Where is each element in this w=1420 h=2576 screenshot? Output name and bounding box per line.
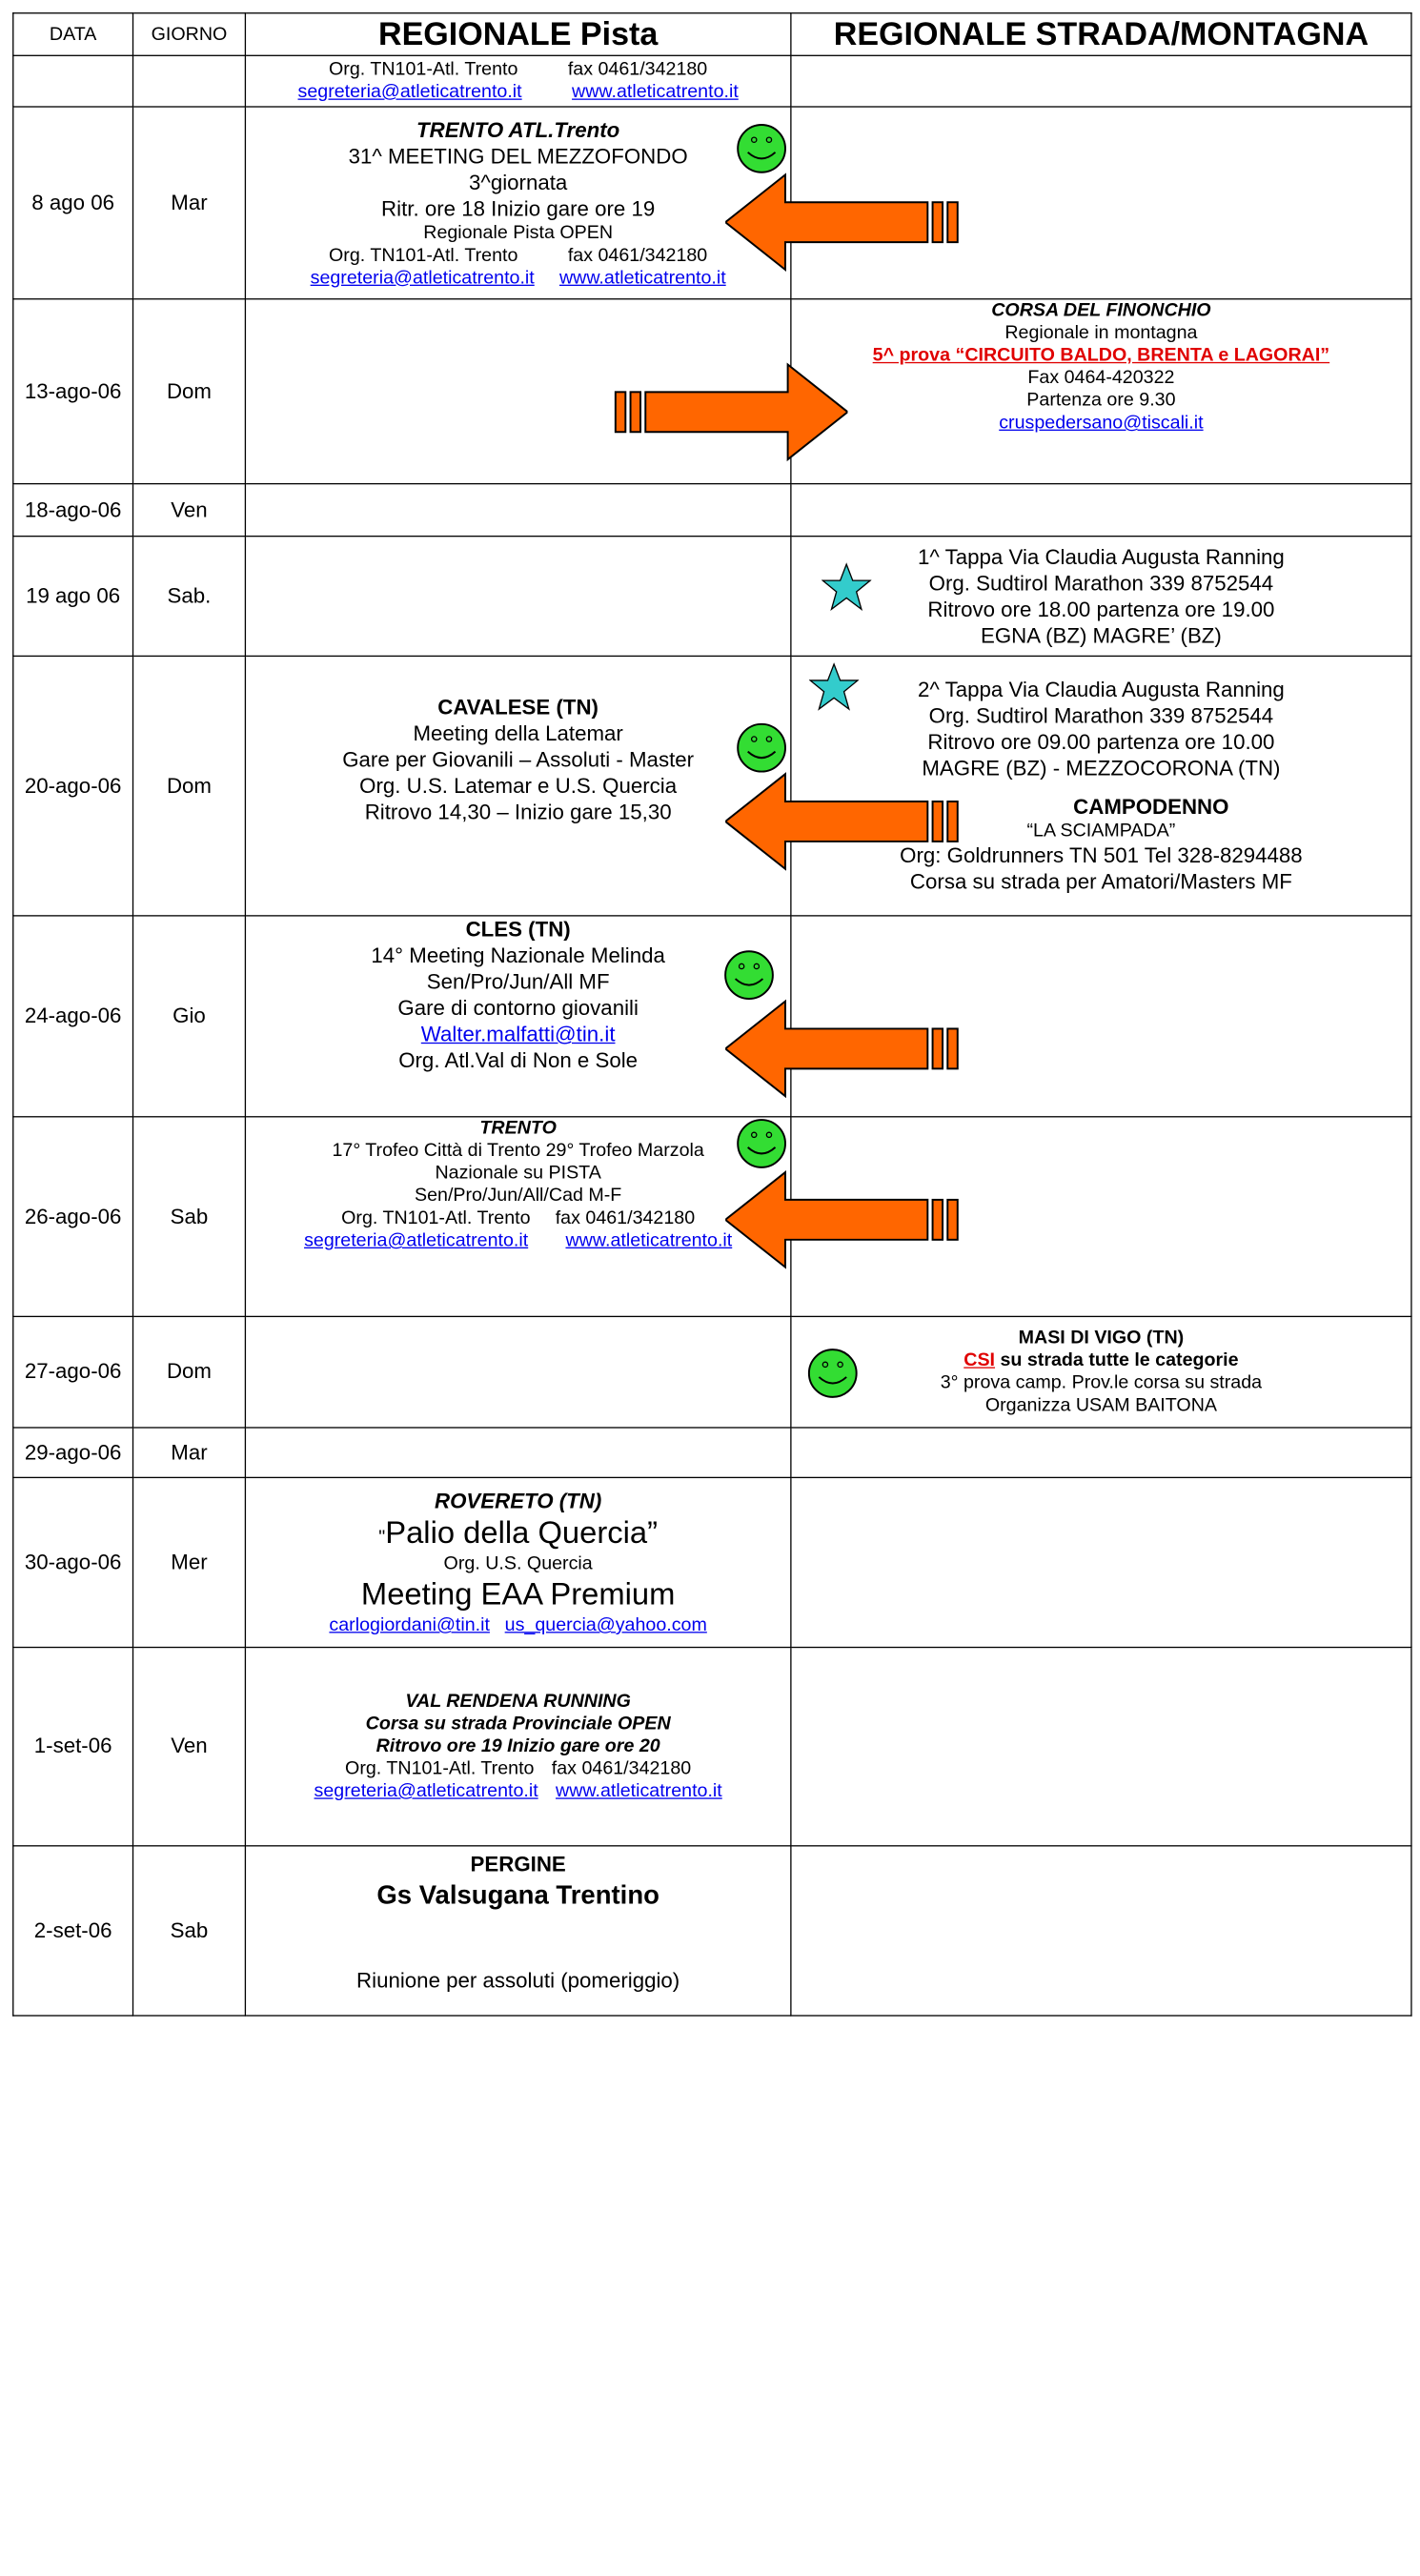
event-title: 31^ MEETING DEL MEZZOFONDO <box>348 144 688 169</box>
org-line <box>246 59 790 82</box>
pista-cell <box>245 1316 790 1428</box>
event-title-text: Palio della Quercia” <box>385 1515 659 1552</box>
event-line: Ritr. ore 18 Inizio gare ore 19 <box>381 196 656 221</box>
event-place: TRENTO ATL.Trento <box>416 117 620 142</box>
web-link[interactable]: www.atleticatrento.it <box>565 1229 733 1251</box>
day-cell: Ven <box>133 1648 246 1846</box>
table-row <box>13 484 1411 537</box>
date-cell: 8 ago 06 <box>13 107 133 299</box>
event-place: CAVALESE (TN) <box>437 695 598 720</box>
org-line <box>246 1757 790 1780</box>
event-line: 14° Meeting Nazionale Melinda <box>371 943 665 968</box>
web-link[interactable]: www.atleticatrento.it <box>558 266 726 288</box>
event-line: Ritrovo ore 19 Inizio gare ore 20 <box>375 1734 660 1757</box>
day-cell: Sab <box>133 1846 246 2016</box>
arrow-right-icon <box>611 362 848 462</box>
strada-cell <box>791 537 1411 657</box>
event-line: “LA SCIAMPADA” <box>1026 820 1176 842</box>
strada-cell <box>791 1846 1411 2016</box>
event-line: 3° prova camp. Prov.le corsa su strada <box>940 1371 1263 1393</box>
event-line: Riunione per assoluti (pomeriggio) <box>356 1968 680 1993</box>
event-line: Org: Goldrunners TN 501 Tel 328-8294488 <box>900 843 1303 868</box>
strada-cell <box>791 1316 1411 1428</box>
pista-cell <box>245 1477 790 1647</box>
email-link[interactable]: Walter.malfatti@tin.it <box>420 1022 616 1046</box>
pista-cell <box>245 1846 790 2016</box>
day-cell: Mer <box>133 1477 246 1647</box>
web-link[interactable]: www.atleticatrento.it <box>572 81 739 103</box>
pista-cell <box>245 1428 790 1477</box>
fax-text: fax 0461/342180 <box>551 1757 692 1779</box>
event-line: Ritrovo ore 09.00 partenza ore 10.00 <box>927 730 1275 755</box>
org-text: Org. TN101-Atl. Trento <box>329 244 518 266</box>
day-cell: Sab. <box>133 537 246 657</box>
event-line: Org. Atl.Val di Non e Sole <box>398 1048 639 1073</box>
event-title: Meeting EAA Premium <box>360 1576 676 1613</box>
event-line: Sen/Pro/Jun/All MF <box>426 969 610 994</box>
event-line: Gare per Giovanili – Assoluti - Master <box>342 747 695 772</box>
header-pista: REGIONALE Pista <box>245 13 790 56</box>
strada-cell <box>791 1648 1411 1846</box>
smiley-icon <box>736 1117 788 1169</box>
fax-text: fax 0461/342180 <box>555 1207 696 1229</box>
strada-cell <box>791 299 1411 484</box>
event-title: VAL RENDENA RUNNING <box>405 1690 631 1713</box>
day-cell: Mar <box>133 1428 246 1477</box>
table-row <box>13 916 1411 1117</box>
pista-cell <box>245 55 790 107</box>
email-link[interactable]: carlogiordani@tin.it <box>329 1613 490 1636</box>
org-text: Org. TN101-Atl. Trento <box>341 1207 531 1229</box>
day-cell: Dom <box>133 1316 246 1428</box>
table-row <box>13 537 1411 657</box>
event-title: Gs Valsugana Trentino <box>376 1881 659 1911</box>
event-line: Corsa su strada per Amatori/Masters MF <box>909 870 1292 894</box>
event-line <box>792 1349 1411 1372</box>
org-text: Org. TN101-Atl. Trento <box>329 58 518 80</box>
table-row <box>13 1428 1411 1477</box>
date-cell <box>13 55 133 107</box>
table-row <box>13 299 1411 484</box>
date-cell: 26-ago-06 <box>13 1117 133 1317</box>
table-row <box>13 1477 1411 1647</box>
strada-cell <box>791 55 1411 107</box>
table-row <box>13 1316 1411 1428</box>
event-line: EGNA (BZ) MAGRE’ (BZ) <box>981 623 1222 648</box>
date-cell: 27-ago-06 <box>13 1316 133 1428</box>
date-cell: 2-set-06 <box>13 1846 133 2016</box>
table-row <box>13 107 1411 299</box>
pista-cell <box>245 1648 790 1846</box>
pista-cell <box>245 916 790 1117</box>
event-place: CAMPODENNO <box>1073 795 1229 820</box>
header-date: DATA <box>13 13 133 56</box>
event-line: Organizza USAM BAITONA <box>984 1394 1218 1416</box>
event-place: PERGINE <box>470 1853 566 1876</box>
csi-label: CSI <box>964 1349 996 1371</box>
email-link[interactable]: segreteria@atleticatrento.it <box>297 81 522 103</box>
calendar-table <box>12 12 1412 2017</box>
date-cell: 19 ago 06 <box>13 537 133 657</box>
pista-cell <box>245 537 790 657</box>
pista-cell <box>245 299 790 484</box>
web-link[interactable]: www.atleticatrento.it <box>556 1780 722 1802</box>
event-line: Org. Sudtirol Marathon 339 8752544 <box>928 703 1274 728</box>
event-line: Partenza ore 9.30 <box>1026 389 1176 411</box>
date-cell: 20-ago-06 <box>13 656 133 915</box>
event-line: 1^ Tappa Via Claudia Augusta Ranning <box>918 544 1285 569</box>
event-line: 17° Trofeo Città di Trento 29° Trofeo Marzola <box>332 1140 704 1162</box>
event-line: Org. Sudtirol Marathon 339 8752544 <box>928 571 1274 596</box>
event-line: MAGRE (BZ) - MEZZOCORONA (TN) <box>922 756 1281 781</box>
org-line <box>246 1207 790 1230</box>
email-link[interactable]: segreteria@atleticatrento.it <box>314 1780 538 1802</box>
date-cell: 13-ago-06 <box>13 299 133 484</box>
arrow-left-icon <box>725 172 963 273</box>
pista-cell <box>245 107 790 299</box>
strada-cell <box>791 1428 1411 1477</box>
pista-cell <box>245 484 790 537</box>
event-place: ROVERETO (TN) <box>435 1489 602 1513</box>
smiley-icon <box>736 721 788 774</box>
org-text: Org. TN101-Atl. Trento <box>345 1757 535 1779</box>
fax-text: fax 0461/342180 <box>567 58 708 80</box>
pista-cell <box>245 656 790 915</box>
date-cell: 30-ago-06 <box>13 1477 133 1647</box>
event-line: Corsa su strada Provinciale OPEN <box>365 1713 671 1734</box>
day-cell: Mar <box>133 107 246 299</box>
star-icon <box>822 562 871 612</box>
smiley-icon <box>722 949 775 1002</box>
day-cell: Sab <box>133 1117 246 1317</box>
event-line: Regionale Pista OPEN <box>423 221 614 243</box>
table-row <box>13 1648 1411 1846</box>
event-line: Ritrovo 14,30 – Inizio gare 15,30 <box>364 800 672 824</box>
day-cell: Dom <box>133 656 246 915</box>
event-place: CLES (TN) <box>465 917 571 942</box>
arrow-left-icon <box>725 1169 963 1269</box>
day-cell: Ven <box>133 484 246 537</box>
smiley-icon <box>736 122 788 174</box>
smiley-icon <box>806 1347 859 1399</box>
date-cell: 18-ago-06 <box>13 484 133 537</box>
table-row <box>13 1846 1411 2016</box>
arrow-left-icon <box>725 999 963 1099</box>
day-cell: Gio <box>133 916 246 1117</box>
event-line: Ritrovo ore 18.00 partenza ore 19.00 <box>927 597 1275 621</box>
event-text: su strada tutte le categorie <box>995 1349 1239 1371</box>
date-cell: 29-ago-06 <box>13 1428 133 1477</box>
event-place: MASI DI VIGO (TN) <box>1018 1327 1185 1349</box>
star-icon <box>809 661 859 711</box>
event-line: 2^ Tappa Via Claudia Augusta Ranning <box>918 678 1285 702</box>
event-title <box>246 1514 790 1553</box>
header-strada: REGIONALE STRADA/MONTAGNA <box>791 13 1411 56</box>
event-title: CORSA DEL FINONCHIO <box>991 299 1211 321</box>
event-line: Fax 0464-420322 <box>1027 367 1175 389</box>
links-line <box>246 81 790 104</box>
table-row <box>13 1117 1411 1317</box>
header-row <box>13 13 1411 56</box>
email-link[interactable]: segreteria@atleticatrento.it <box>304 1229 529 1251</box>
org-line <box>246 244 790 267</box>
day-cell <box>133 55 246 107</box>
links-line <box>246 1614 790 1637</box>
strada-cell <box>791 1477 1411 1647</box>
email-link[interactable]: us_quercia@yahoo.com <box>504 1613 707 1636</box>
strada-cell <box>791 656 1411 915</box>
table-row <box>13 55 1411 107</box>
pista-cell <box>245 1117 790 1317</box>
event-line: Sen/Pro/Jun/All/Cad M-F <box>414 1185 622 1207</box>
email-link[interactable]: cruspedersano@tiscali.it <box>999 412 1204 434</box>
day-cell: Dom <box>133 299 246 484</box>
event-highlight: 5^ prova “CIRCUITO BALDO, BRENTA e LAGORAI” <box>872 344 1330 366</box>
header-day: GIORNO <box>133 13 246 56</box>
date-cell: 24-ago-06 <box>13 916 133 1117</box>
links-line <box>246 1780 790 1803</box>
fax-text: fax 0461/342180 <box>567 244 708 266</box>
strada-cell <box>791 484 1411 537</box>
event-line: Org. U.S. Quercia <box>443 1552 593 1574</box>
date-cell: 1-set-06 <box>13 1648 133 1846</box>
event-line: Meeting della Latemar <box>413 721 623 746</box>
email-link[interactable]: segreteria@atleticatrento.it <box>310 266 535 288</box>
links-line <box>246 267 790 290</box>
event-line: Gare di contorno giovanili <box>397 996 639 1021</box>
table-row <box>13 656 1411 915</box>
event-line: Regionale in montagna <box>1004 321 1198 344</box>
quote-mark: " <box>378 1527 386 1549</box>
event-line: 3^giornata <box>468 170 568 194</box>
links-line <box>246 1229 790 1252</box>
event-place: TRENTO <box>479 1117 557 1139</box>
event-line: Org. U.S. Latemar e U.S. Quercia <box>359 774 678 799</box>
event-line: Nazionale su PISTA <box>435 1162 601 1184</box>
